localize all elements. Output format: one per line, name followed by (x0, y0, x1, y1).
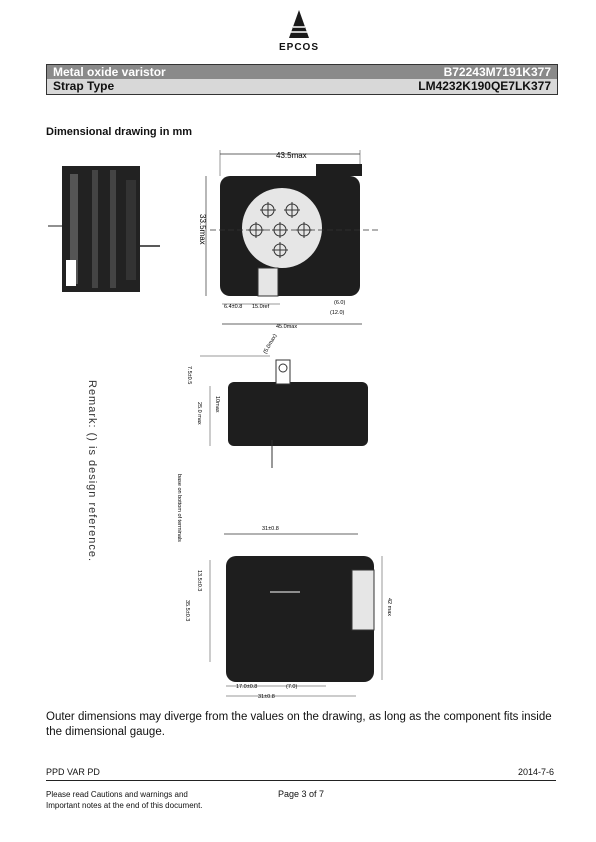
page-number: Page 3 of 7 (278, 789, 325, 799)
product-line: Metal oxide varistor (53, 65, 166, 79)
bot-dim-b: 35.5±0.3 (184, 600, 190, 622)
side-view-middle (176, 333, 368, 542)
side-dim-d: 25.0 max (196, 402, 202, 425)
bot-dim-f: 31±0.8 (258, 694, 275, 700)
part-number: B72243M7191K377 (443, 65, 551, 79)
ordering-code: LM4232K190QE7LK377 (418, 79, 551, 93)
subtitle-bar (46, 79, 558, 95)
title-bar (46, 64, 558, 80)
footer-date: 2014-7-6 (517, 767, 554, 777)
epcos-logo-icon (286, 8, 312, 42)
bot-dim-e: (7.0) (286, 684, 298, 690)
bot-dim-width: 31±0.8 (262, 526, 279, 532)
footer-caution (46, 789, 203, 811)
bot-dim-c: 42 max (386, 598, 392, 617)
dim-b: 15.0ref (252, 304, 270, 310)
bot-dim-d: 17.0±0.8 (236, 684, 258, 690)
footer-rule (46, 780, 556, 781)
type-label: Strap Type (53, 79, 115, 93)
dim-top-height: 33.5max (198, 214, 207, 245)
side-dim-c: 10max (214, 396, 220, 413)
dim-bottom-width: 45.0max (276, 324, 298, 330)
dim-a: 6.4±0.8 (224, 304, 243, 310)
section-title: Dimensional drawing in mm (46, 126, 193, 138)
brand-name: EPCOS (278, 42, 319, 53)
side-dim-b: (5.0max) (262, 333, 279, 355)
side-view-left (48, 166, 160, 292)
footer-caution-line2: Important notes at the end of this document. (46, 801, 203, 810)
side-dim-a: 7.5±0.5 (186, 366, 192, 385)
front-view-top (198, 150, 380, 330)
dim-top-width: 43.5max (276, 151, 307, 160)
bot-dim-a: 13.5±0.3 (196, 570, 202, 592)
footer-caution-line1: Please read Cautions and warnings and (46, 790, 188, 799)
note-text: Outer dimensions may diverge from the values on the drawing, as long as the component fits inside the dimensional gauge. (46, 711, 552, 738)
dim-d: (12.0) (330, 310, 345, 316)
bottom-view (184, 526, 392, 700)
base-note: base on bottom of terminals (176, 474, 182, 542)
footer-dept: PPD VAR PD (46, 767, 100, 777)
remark-text: Remark: () is design reference. (86, 380, 98, 562)
dim-c: (6.0) (334, 300, 346, 306)
